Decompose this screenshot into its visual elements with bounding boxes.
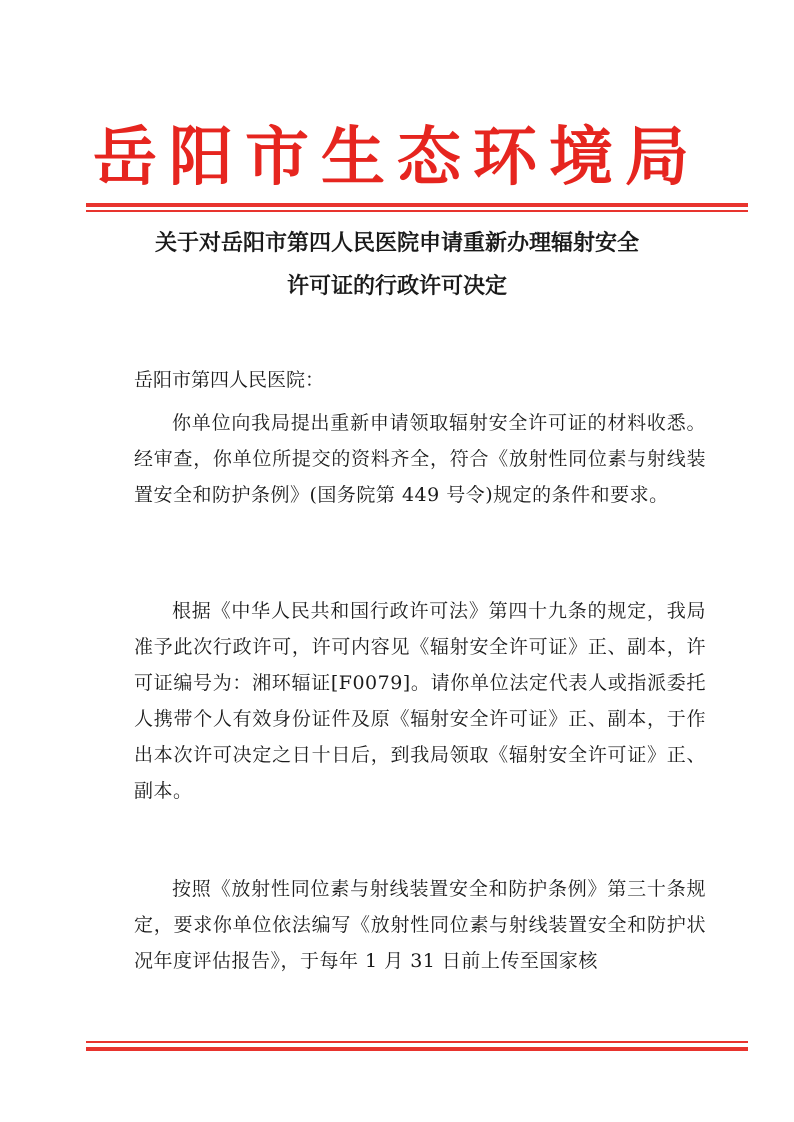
masthead-divider-thick: [86, 203, 748, 207]
footer-divider-thin: [86, 1041, 748, 1043]
body-paragraph: 按照《放射性同位素与射线装置安全和防护条例》第三十条规定，要求你单位依法编写《放射性同位素与射线装置安全和防护状况年度评估报告》，于每年 1 月 31 日前上传至国家核: [134, 878, 706, 972]
masthead-divider-thin: [86, 210, 748, 212]
body-paragraph: 根据《中华人民共和国行政许可法》第四十九条的规定，我局准予此次行政许可，许可内容见《辐射安全许可证》正、副本，许可证编号为：湘环辐证[F0079]。请你单位法定代表人或指派委托人携带个人有效身份证件及原《辐射安全许可证》正、副本，于作出本次许可决定之日十日后，到我局领取《辐射安全许可证》正、副本。: [134, 600, 706, 802]
salutation: 岳阳市第四人民医院：: [134, 369, 325, 391]
document-title: [80, 222, 714, 308]
masthead-org-name: 岳阳市生态环境局: [93, 120, 701, 195]
document-title-line-2: 许可证的行政许可决定: [286, 274, 507, 299]
document-title-line-1: 关于对岳阳市第四人民医院申请重新办理辐射安全: [154, 231, 639, 256]
body-paragraph: 你单位向我局提出重新申请领取辐射安全许可证的材料收悉。经审查，你单位所提交的资料齐全，符合《放射性同位素与射线装置安全和防护条例》(国务院第 449 号令)规定的条件和要求。: [134, 412, 706, 506]
footer-divider-thick: [86, 1047, 748, 1051]
